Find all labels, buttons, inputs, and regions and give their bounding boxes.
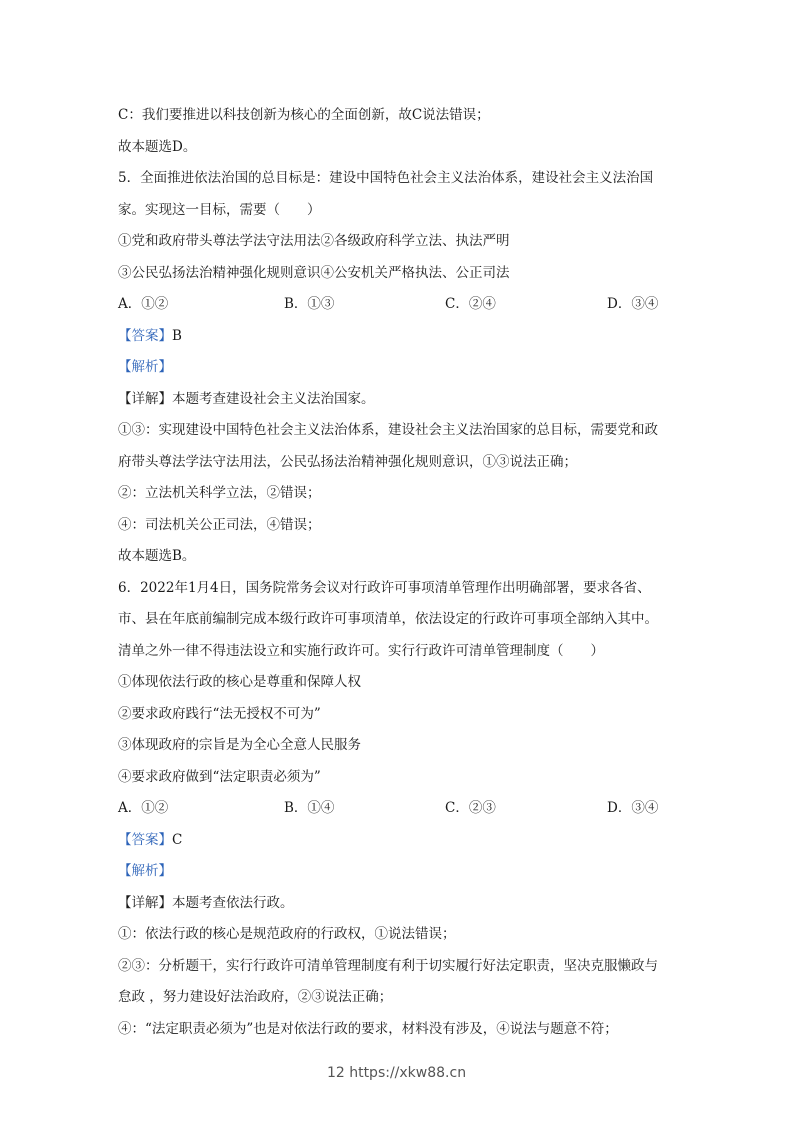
analysis-tag: 【解析】 (118, 863, 172, 879)
option-b: B．①③ (284, 296, 335, 312)
question-5-statement: ①党和政府带头尊法学法守法用法②各级政府科学立法、执法严明 (118, 233, 510, 249)
text-line: 故本题选D。 (118, 138, 197, 155)
question-5-statement: ③公民弘扬法治精神强化规则意识④公安机关严格执法、公正司法 (118, 264, 510, 281)
detail-tag: 【详解】 (118, 390, 172, 407)
option-c: C．②③ (445, 800, 496, 816)
explanation-line: 府带头尊法学法守法用法，公民弘扬法治精神强化规则意识，①③说法正确； (118, 453, 577, 470)
option-a: A．①② (118, 800, 169, 816)
question-6-stem: 市、县在年底前编制完成本级行政许可事项清单，依法设定的行政许可事项全部纳入其中。 (118, 611, 658, 627)
question-6-statement: ②要求政府践行“法无授权不可为” (118, 705, 321, 722)
question-5-detail (118, 384, 678, 416)
detail-tag: 【详解】 (118, 894, 172, 911)
page-footer: 12 https://xkw88.cn (326, 1065, 467, 1081)
explanation-line: ④：司法机关公正司法，④错误； (118, 516, 321, 533)
answer-value: C (172, 831, 183, 848)
question-6-analysis (118, 856, 678, 888)
option-b: B．①④ (284, 800, 335, 816)
detail-text: 本题考查依法行政。 (172, 894, 294, 911)
question-6-detail (118, 888, 678, 920)
option-d: D．③④ (607, 296, 659, 312)
explanation-line: ④：“法定职责必须为”也是对依法行政的要求，材料没有涉及，④说法与题意不符； (118, 1020, 618, 1037)
answer-tag: 【答案】 (118, 831, 172, 848)
question-6-statement: ③体现政府的宗旨是为全心全意人民服务 (118, 737, 361, 753)
explanation-line: 怠政 ，努力建设好法治政府，②③说法正确； (118, 989, 393, 1005)
explanation-line: 故本题选B。 (118, 548, 196, 564)
detail-text: 本题考查建设社会主义法治国家。 (172, 390, 375, 407)
question-6-stem: 6．2022年1月4日，国务院常务会议对行政许可事项清单管理作出明确部署，要求各省、 (118, 579, 651, 596)
question-6-options (118, 793, 678, 825)
question-5-answer (118, 321, 678, 353)
explanation-line: ①③：实现建设中国特色社会主义法治体系，建设社会主义法治国家的总目标，需要党和政 (118, 422, 658, 438)
document-page (118, 100, 678, 1045)
question-6-statement: ①体现依法行政的核心是尊重和保障人权 (118, 674, 361, 690)
explanation-line: ①：依法行政的核心是规范政府的行政权，①说法错误； (118, 926, 456, 942)
explanation-line: ②：立法机关科学立法，②错误； (118, 485, 321, 501)
question-6-stem: 清单之外一律不得违法设立和实施行政许可。实行行政许可清单管理制度（ ） (118, 642, 604, 659)
analysis-tag: 【解析】 (118, 359, 172, 375)
option-a: A．①② (118, 296, 169, 312)
question-5-stem: 家。实现这一目标，需要（ ） (118, 201, 321, 218)
text-line: C：我们要推进以科技创新为核心的全面创新，故C说法错误； (118, 107, 490, 123)
option-d: D．③④ (607, 800, 659, 816)
answer-tag: 【答案】 (118, 327, 172, 344)
explanation-line: ②③：分析题干，实行行政许可清单管理制度有利于切实履行好法定职责，坚决克服懒政与 (118, 957, 658, 974)
question-6-statement: ④要求政府做到“法定职责必须为” (118, 768, 321, 785)
answer-value: B (172, 327, 182, 344)
question-6-answer (118, 825, 678, 857)
question-5-stem: 5．全面推进依法治国的总目标是：建设中国特色社会主义法治体系，建设社会主义法治国 (118, 170, 654, 186)
question-5-options (118, 289, 678, 321)
option-c: C．②④ (445, 296, 496, 312)
question-5-analysis (118, 352, 678, 384)
